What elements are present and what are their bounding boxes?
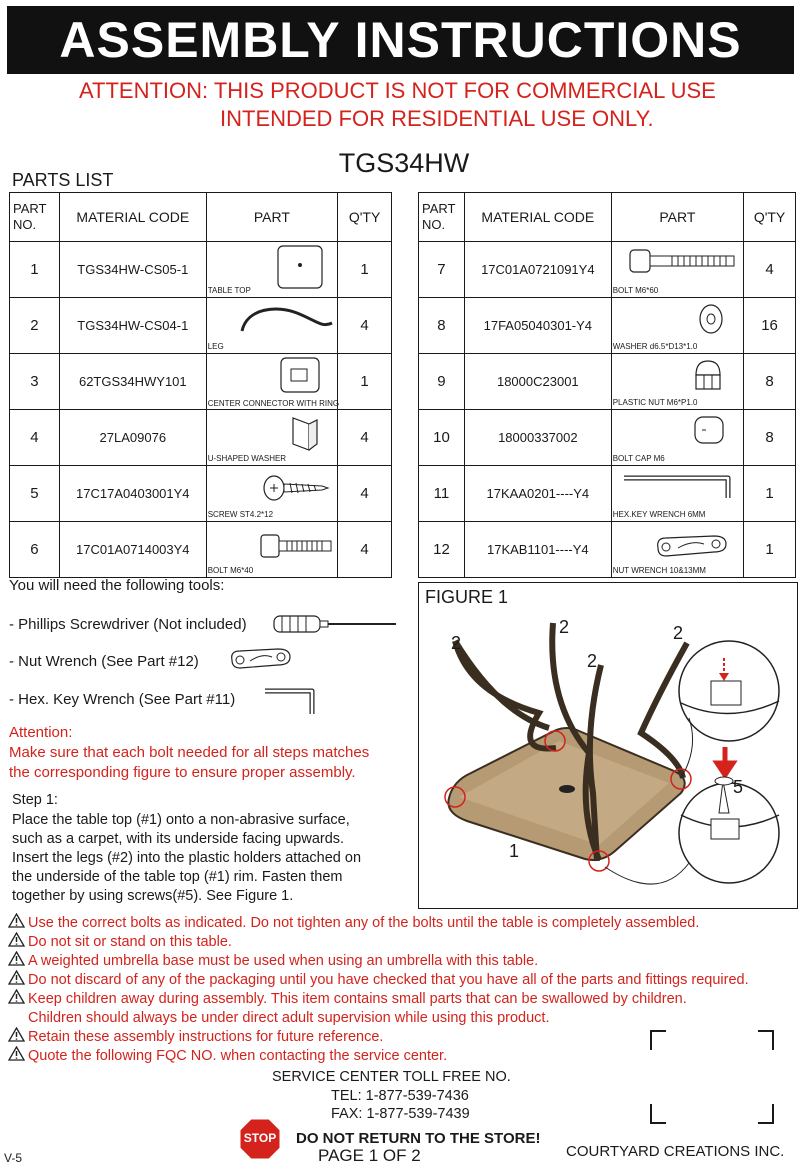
bolt-icon [628, 248, 738, 274]
table-top-icon [277, 245, 323, 289]
step-line: together by using screws(#5). See Figure 1. [12, 888, 294, 904]
stop-sign-text: STOP [243, 1131, 277, 1145]
material-code: 17C01A0721091Y4 [464, 242, 611, 298]
quantity: 1 [744, 466, 796, 522]
warning-icon [8, 989, 28, 1008]
washer-icon [694, 302, 730, 338]
material-code: 62TGS34HWY101 [59, 354, 206, 410]
warning-item: Quote the following FQC NO. when contacting the service center. [8, 1046, 749, 1065]
part-no: 12 [419, 522, 465, 578]
header-qty: Q'TY [338, 193, 392, 242]
table-row [419, 410, 796, 466]
attention-text-1: Make sure that each bolt needed for all steps matches [9, 744, 370, 761]
part-name: BOLT M6*60 [612, 286, 659, 295]
part-cell [611, 522, 743, 578]
part-no: 3 [10, 354, 60, 410]
header-part: PART [611, 193, 743, 242]
part-no: 7 [419, 242, 465, 298]
part-no: 2 [10, 298, 60, 354]
figure-label: 1 [509, 841, 520, 861]
step-line: Insert the legs (#2) into the plastic holders attached on [12, 850, 362, 866]
part-no: 4 [10, 410, 60, 466]
attention-title: Attention: [9, 724, 73, 741]
warning-item: Keep children away during assembly. This item contains small parts that can be swallowed by children. [8, 989, 749, 1008]
quantity: 1 [338, 242, 392, 298]
figure-label: 2 [587, 651, 598, 671]
step-line: such as a carpet, with its underside facing upwards. [12, 831, 345, 847]
warning-icon [8, 1046, 28, 1065]
step-title: Step 1: [12, 792, 58, 808]
quantity: 16 [744, 298, 796, 354]
tool-nut-wrench: - Nut Wrench (See Part #12) [9, 653, 199, 670]
attention-line-2: INTENDED FOR RESIDENTIAL USE ONLY. [220, 106, 654, 131]
figure-1-box [418, 582, 798, 909]
part-name: CENTER CONNECTOR WITH RING [207, 399, 340, 408]
quantity: 4 [338, 522, 392, 578]
service-tel: TEL: 1-877-539-7436 [331, 1088, 469, 1104]
warning-item: A weighted umbrella base must be used when using an umbrella with this table. [8, 951, 749, 970]
screwdriver-icon [272, 612, 402, 636]
parts-table-right [418, 192, 796, 578]
part-cell [611, 410, 743, 466]
tools-intro: You will need the following tools: [9, 577, 225, 594]
part-cell [206, 242, 337, 298]
table-row [419, 242, 796, 298]
header-part-no: PART NO. [10, 193, 60, 242]
step-line: Place the table top (#1) onto a non-abrasive surface, [12, 812, 350, 828]
part-cell [206, 354, 340, 410]
material-code: 27LA09076 [59, 410, 206, 466]
material-code: 17C17A0403001Y4 [59, 466, 206, 522]
part-name: NUT WRENCH 10&13MM [612, 566, 706, 575]
table-row [10, 466, 392, 522]
no-return-text: DO NOT RETURN TO THE STORE! [296, 1130, 541, 1147]
table-row [10, 354, 392, 410]
material-code: TGS34HW-CS04-1 [59, 298, 206, 354]
material-code: 18000C23001 [464, 354, 611, 410]
material-code: 17KAA0201----Y4 [464, 466, 611, 522]
part-name: BOLT CAP M6 [612, 454, 665, 463]
nut-wrench-icon [226, 644, 296, 670]
warning-icon [8, 951, 28, 970]
part-name: BOLT M6*40 [207, 566, 254, 575]
warning-item: Children should always be under direct adult supervision while using this product. [28, 1009, 550, 1026]
screw-icon [262, 474, 332, 504]
company-name: COURTYARD CREATIONS INC. [566, 1143, 785, 1160]
quantity: 1 [338, 354, 392, 410]
header-qty: Q'TY [744, 193, 796, 242]
warning-item: Retain these assembly instructions for future reference. [8, 1027, 749, 1046]
bolt-cap-icon [692, 414, 728, 446]
part-no: 1 [10, 242, 60, 298]
hex-key-icon [262, 686, 320, 718]
header-part: PART [206, 193, 337, 242]
table-row [10, 410, 392, 466]
part-cell [206, 522, 337, 578]
warning-item: Use the correct bolts as indicated. Do not tighten any of the bolts until the table is completely assembled. [8, 913, 749, 932]
leg-icon [237, 303, 337, 333]
table-row [419, 298, 796, 354]
part-no: 10 [419, 410, 465, 466]
part-name: U-SHAPED WASHER [207, 454, 287, 463]
hex-key-icon [620, 472, 740, 502]
service-fax: FAX: 1-877-539-7439 [331, 1106, 470, 1122]
parts-list-label: PARTS LIST [12, 170, 114, 190]
material-code: 17C01A0714003Y4 [59, 522, 206, 578]
warning-icon [8, 1027, 28, 1046]
material-code: 17FA05040301-Y4 [464, 298, 611, 354]
plastic-nut-icon [690, 357, 726, 395]
warning-item: Do not discard of any of the packaging until you have checked that you have all of the parts and fittings required. [8, 970, 749, 989]
header-material-code: MATERIAL CODE [59, 193, 206, 242]
warnings-list [8, 913, 749, 1065]
part-no: 8 [419, 298, 465, 354]
header-material-code: MATERIAL CODE [464, 193, 611, 242]
warning-item: Do not sit or stand on this table. [8, 932, 749, 951]
nut-wrench-icon [652, 530, 732, 560]
table-row [419, 354, 796, 410]
table-row [419, 466, 796, 522]
attention-text-2: the corresponding figure to ensure proper assembly. [9, 764, 356, 781]
part-name: TABLE TOP [207, 286, 251, 295]
parts-table-left [9, 192, 392, 578]
figure-label: 2 [451, 633, 462, 653]
part-cell [206, 466, 337, 522]
quantity: 8 [744, 410, 796, 466]
part-no: 9 [419, 354, 465, 410]
part-name: WASHER d6.5*D13*1.0 [612, 342, 698, 351]
center-connector-icon [279, 356, 323, 394]
service-title: SERVICE CENTER TOLL FREE NO. [272, 1069, 511, 1085]
part-no: 5 [10, 466, 60, 522]
table-row [10, 522, 392, 578]
figure-label: 5 [733, 777, 744, 797]
quantity: 4 [338, 466, 392, 522]
model-number: TGS34HW [338, 148, 470, 178]
table-assembly-illustration [419, 583, 797, 908]
quantity: 8 [744, 354, 796, 410]
version-label: V-5 [4, 1151, 23, 1165]
part-name: LEG [207, 342, 224, 351]
part-cell [206, 410, 337, 466]
figure-label: 2 [559, 617, 570, 637]
table-row [419, 522, 796, 578]
part-cell [611, 298, 743, 354]
tool-hex-key: - Hex. Key Wrench (See Part #11) [9, 691, 236, 708]
part-cell [611, 354, 743, 410]
part-name: PLASTIC NUT M6*P1.0 [612, 398, 698, 407]
part-cell [611, 242, 743, 298]
part-name: HEX.KEY WRENCH 6MM [612, 510, 706, 519]
page-header: ASSEMBLY INSTRUCTIONS [7, 6, 794, 74]
material-code: 17KAB1101----Y4 [464, 522, 611, 578]
part-cell [611, 466, 743, 522]
attention-line-1: ATTENTION: THIS PRODUCT IS NOT FOR COMMERCIAL USE [79, 78, 716, 103]
figure-title: FIGURE 1 [425, 587, 509, 607]
quantity: 1 [744, 522, 796, 578]
table-row [10, 298, 392, 354]
part-name: SCREW ST4.2*12 [207, 510, 274, 519]
part-no: 11 [419, 466, 465, 522]
bolt-icon [259, 532, 335, 560]
warning-icon [8, 932, 28, 951]
tool-screwdriver: - Phillips Screwdriver (Not included) [9, 616, 247, 633]
quantity: 4 [744, 242, 796, 298]
warning-icon [8, 970, 28, 989]
u-washer-icon [287, 414, 323, 454]
header-part-no: PART NO. [419, 193, 465, 242]
material-code: 18000337002 [464, 410, 611, 466]
warning-icon [8, 913, 28, 932]
fqc-box [650, 1030, 774, 1124]
quantity: 4 [338, 298, 392, 354]
table-row [10, 242, 392, 298]
material-code: TGS34HW-CS05-1 [59, 242, 206, 298]
quantity: 4 [338, 410, 392, 466]
figure-label: 2 [673, 623, 684, 643]
part-cell [206, 298, 337, 354]
step-line: the underside of the table top (#1) rim. Fasten them [12, 869, 343, 885]
part-no: 6 [10, 522, 60, 578]
page-number: PAGE 1 OF 2 [318, 1146, 421, 1165]
